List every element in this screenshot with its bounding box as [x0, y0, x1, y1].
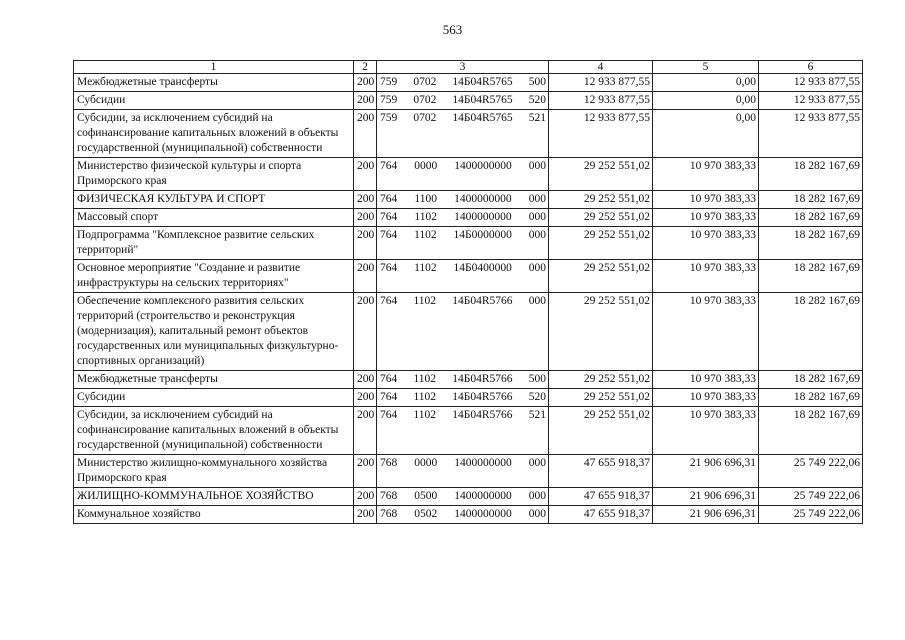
row-col-6: 18 282 167,69	[759, 260, 863, 293]
row-col-6: 18 282 167,69	[759, 407, 863, 455]
code-vr: 000	[528, 211, 546, 223]
code-csr: 1400000000	[454, 508, 512, 520]
row-code	[377, 407, 549, 455]
table-row	[74, 407, 863, 455]
code-ved: 759	[380, 112, 398, 124]
row-name: Основное мероприятие "Создание и развитие инфраструктуры на сельских территориях"	[74, 260, 354, 293]
table-row	[74, 260, 863, 293]
table-body	[74, 74, 863, 524]
row-col-2: 200	[354, 506, 377, 524]
row-col-5: 10 970 383,33	[653, 158, 759, 191]
code-ved: 764	[380, 211, 398, 223]
code-csr: 1400000000	[454, 160, 512, 172]
code-vr: 000	[528, 229, 546, 241]
code-vr: 500	[528, 373, 546, 385]
table-row	[74, 455, 863, 488]
code-csr: 14Б04R5766	[452, 295, 513, 307]
code-ved: 768	[380, 490, 398, 502]
code-vr: 521	[528, 112, 546, 124]
row-col-6: 18 282 167,69	[759, 209, 863, 227]
row-code	[377, 74, 549, 92]
row-code	[377, 455, 549, 488]
row-name: Субсидии	[74, 389, 354, 407]
code-csr: 14Б0000000	[453, 229, 512, 241]
page-number: 563	[442, 22, 463, 37]
header-col-3: 3	[377, 61, 549, 74]
code-rz: 0702	[413, 112, 437, 124]
row-col-2: 200	[354, 209, 377, 227]
code-csr: 1400000000	[454, 193, 512, 205]
code-ved: 768	[380, 457, 398, 469]
code-vr: 500	[528, 76, 546, 88]
code-ved: 764	[380, 160, 398, 172]
row-col-2: 200	[354, 293, 377, 371]
code-rz: 1102	[414, 211, 437, 223]
table-row	[74, 227, 863, 260]
row-col-2: 200	[354, 74, 377, 92]
row-name: Межбюджетные трансферты	[74, 371, 354, 389]
row-col-2: 200	[354, 407, 377, 455]
table-row	[74, 110, 863, 158]
row-col-4: 29 252 551,02	[549, 260, 653, 293]
row-col-5: 21 906 696,31	[653, 488, 759, 506]
row-code	[377, 260, 549, 293]
header-col-1: 1	[74, 61, 354, 74]
code-csr: 14Б04R5766	[452, 409, 513, 421]
row-col-5: 10 970 383,33	[653, 293, 759, 371]
row-name: Субсидии	[74, 92, 354, 110]
row-col-2: 200	[354, 455, 377, 488]
row-col-5: 10 970 383,33	[653, 209, 759, 227]
code-vr: 520	[528, 94, 546, 106]
row-col-5: 10 970 383,33	[653, 260, 759, 293]
row-name: Обеспечение комплексного развития сельских территорий (строительство и реконструкция (модернизация), капитальный ремонт объектов государственных или муниципальных физкультурно-спортивных организаций)	[74, 293, 354, 371]
row-col-5: 10 970 383,33	[653, 191, 759, 209]
header-col-6: 6	[759, 61, 863, 74]
row-col-4: 12 933 877,55	[549, 74, 653, 92]
row-col-6: 18 282 167,69	[759, 158, 863, 191]
row-col-5: 0,00	[653, 110, 759, 158]
code-ved: 764	[380, 391, 398, 403]
row-col-4: 29 252 551,02	[549, 191, 653, 209]
code-csr: 14Б04R5766	[452, 391, 513, 403]
code-ved: 764	[380, 409, 398, 421]
row-name: Межбюджетные трансферты	[74, 74, 354, 92]
code-vr: 520	[528, 391, 546, 403]
row-code	[377, 92, 549, 110]
row-code	[377, 488, 549, 506]
budget-table	[73, 60, 863, 524]
table-row	[74, 74, 863, 92]
row-col-6: 18 282 167,69	[759, 191, 863, 209]
row-col-2: 200	[354, 191, 377, 209]
row-col-4: 47 655 918,37	[549, 455, 653, 488]
row-col-6: 18 282 167,69	[759, 293, 863, 371]
row-code	[377, 506, 549, 524]
table-row	[74, 371, 863, 389]
row-code	[377, 389, 549, 407]
row-col-2: 200	[354, 110, 377, 158]
code-vr: 000	[528, 160, 546, 172]
code-vr: 000	[528, 262, 546, 274]
row-col-2: 200	[354, 260, 377, 293]
row-col-5: 10 970 383,33	[653, 371, 759, 389]
row-code	[377, 110, 549, 158]
row-col-4: 47 655 918,37	[549, 488, 653, 506]
header-col-5: 5	[653, 61, 759, 74]
code-rz: 0000	[414, 457, 438, 469]
header-col-2: 2	[354, 61, 377, 74]
row-code	[377, 227, 549, 260]
code-csr: 1400000000	[454, 490, 512, 502]
code-rz: 1102	[413, 391, 437, 403]
code-rz: 1102	[413, 409, 437, 421]
table-row	[74, 488, 863, 506]
code-vr: 000	[528, 193, 546, 205]
code-csr: 14Б04R5765	[452, 112, 513, 124]
row-code	[377, 293, 549, 371]
row-col-4: 29 252 551,02	[549, 371, 653, 389]
row-col-4: 29 252 551,02	[549, 158, 653, 191]
code-rz: 0702	[413, 94, 437, 106]
row-col-4: 29 252 551,02	[549, 407, 653, 455]
row-col-5: 0,00	[653, 74, 759, 92]
row-col-5: 10 970 383,33	[653, 389, 759, 407]
code-csr: 1400000000	[454, 457, 512, 469]
code-ved: 759	[380, 94, 398, 106]
code-vr: 000	[528, 490, 546, 502]
row-col-6: 25 749 222,06	[759, 506, 863, 524]
table-row	[74, 293, 863, 371]
row-col-4: 47 655 918,37	[549, 506, 653, 524]
code-rz: 1102	[413, 295, 437, 307]
row-code	[377, 371, 549, 389]
code-rz: 0502	[414, 508, 438, 520]
row-name: ФИЗИЧЕСКАЯ КУЛЬТУРА И СПОРТ	[74, 191, 354, 209]
row-col-6: 18 282 167,69	[759, 371, 863, 389]
row-name: Подпрограмма "Комплексное развитие сельских территорий"	[74, 227, 354, 260]
table-row	[74, 389, 863, 407]
row-col-2: 200	[354, 158, 377, 191]
table-row	[74, 191, 863, 209]
code-rz: 0702	[413, 76, 437, 88]
row-col-5: 21 906 696,31	[653, 455, 759, 488]
row-col-6: 25 749 222,06	[759, 488, 863, 506]
code-csr: 14Б04R5766	[452, 373, 513, 385]
row-col-6: 12 933 877,55	[759, 92, 863, 110]
row-name: Министерство жилищно-коммунального хозяйства Приморского края	[74, 455, 354, 488]
row-col-5: 0,00	[653, 92, 759, 110]
row-name: ЖИЛИЩНО-КОММУНАЛЬНОЕ ХОЗЯЙСТВО	[74, 488, 354, 506]
code-csr: 14Б04R5765	[452, 76, 513, 88]
table-row	[74, 506, 863, 524]
row-name: Массовый спорт	[74, 209, 354, 227]
table-row	[74, 209, 863, 227]
row-col-6: 12 933 877,55	[759, 110, 863, 158]
row-name: Субсидии, за исключением субсидий на софинансирование капитальных вложений в объекты государственной (муниципальной) собственности	[74, 407, 354, 455]
row-col-5: 10 970 383,33	[653, 407, 759, 455]
row-code	[377, 191, 549, 209]
row-col-5: 10 970 383,33	[653, 227, 759, 260]
row-col-2: 200	[354, 371, 377, 389]
row-name: Субсидии, за исключением субсидий на софинансирование капитальных вложений в объекты государственной (муниципальной) собственности	[74, 110, 354, 158]
row-code	[377, 158, 549, 191]
row-col-2: 200	[354, 227, 377, 260]
row-col-2: 200	[354, 389, 377, 407]
row-col-6: 18 282 167,69	[759, 227, 863, 260]
row-col-4: 29 252 551,02	[549, 389, 653, 407]
table-row	[74, 158, 863, 191]
row-col-2: 200	[354, 92, 377, 110]
row-col-4: 29 252 551,02	[549, 293, 653, 371]
code-rz: 1102	[413, 373, 437, 385]
code-vr: 000	[528, 295, 546, 307]
code-ved: 759	[380, 76, 398, 88]
code-csr: 14Б04R5765	[452, 94, 513, 106]
row-col-4: 12 933 877,55	[549, 110, 653, 158]
row-code	[377, 209, 549, 227]
row-col-4: 29 252 551,02	[549, 227, 653, 260]
code-csr: 1400000000	[454, 211, 512, 223]
code-rz: 1102	[414, 229, 437, 241]
header-row	[74, 61, 863, 74]
row-col-2: 200	[354, 488, 377, 506]
code-ved: 764	[380, 262, 398, 274]
row-name: Коммунальное хозяйство	[74, 506, 354, 524]
row-col-6: 12 933 877,55	[759, 74, 863, 92]
code-rz: 0500	[414, 490, 438, 502]
header-col-4: 4	[549, 61, 653, 74]
code-ved: 764	[380, 373, 398, 385]
row-col-6: 25 749 222,06	[759, 455, 863, 488]
code-ved: 768	[380, 508, 398, 520]
code-ved: 764	[380, 229, 398, 241]
code-ved: 764	[380, 295, 398, 307]
code-vr: 000	[528, 457, 546, 469]
row-col-5: 21 906 696,31	[653, 506, 759, 524]
row-col-6: 18 282 167,69	[759, 389, 863, 407]
code-rz: 1102	[414, 262, 437, 274]
code-rz: 1100	[414, 193, 437, 205]
code-csr: 14Б0400000	[453, 262, 512, 274]
table-row	[74, 92, 863, 110]
code-rz: 0000	[414, 160, 438, 172]
code-ved: 764	[380, 193, 398, 205]
code-vr: 521	[528, 409, 546, 421]
code-vr: 000	[528, 508, 546, 520]
row-col-4: 29 252 551,02	[549, 209, 653, 227]
row-col-4: 12 933 877,55	[549, 92, 653, 110]
row-name: Министерство физической культуры и спорта Приморского края	[74, 158, 354, 191]
